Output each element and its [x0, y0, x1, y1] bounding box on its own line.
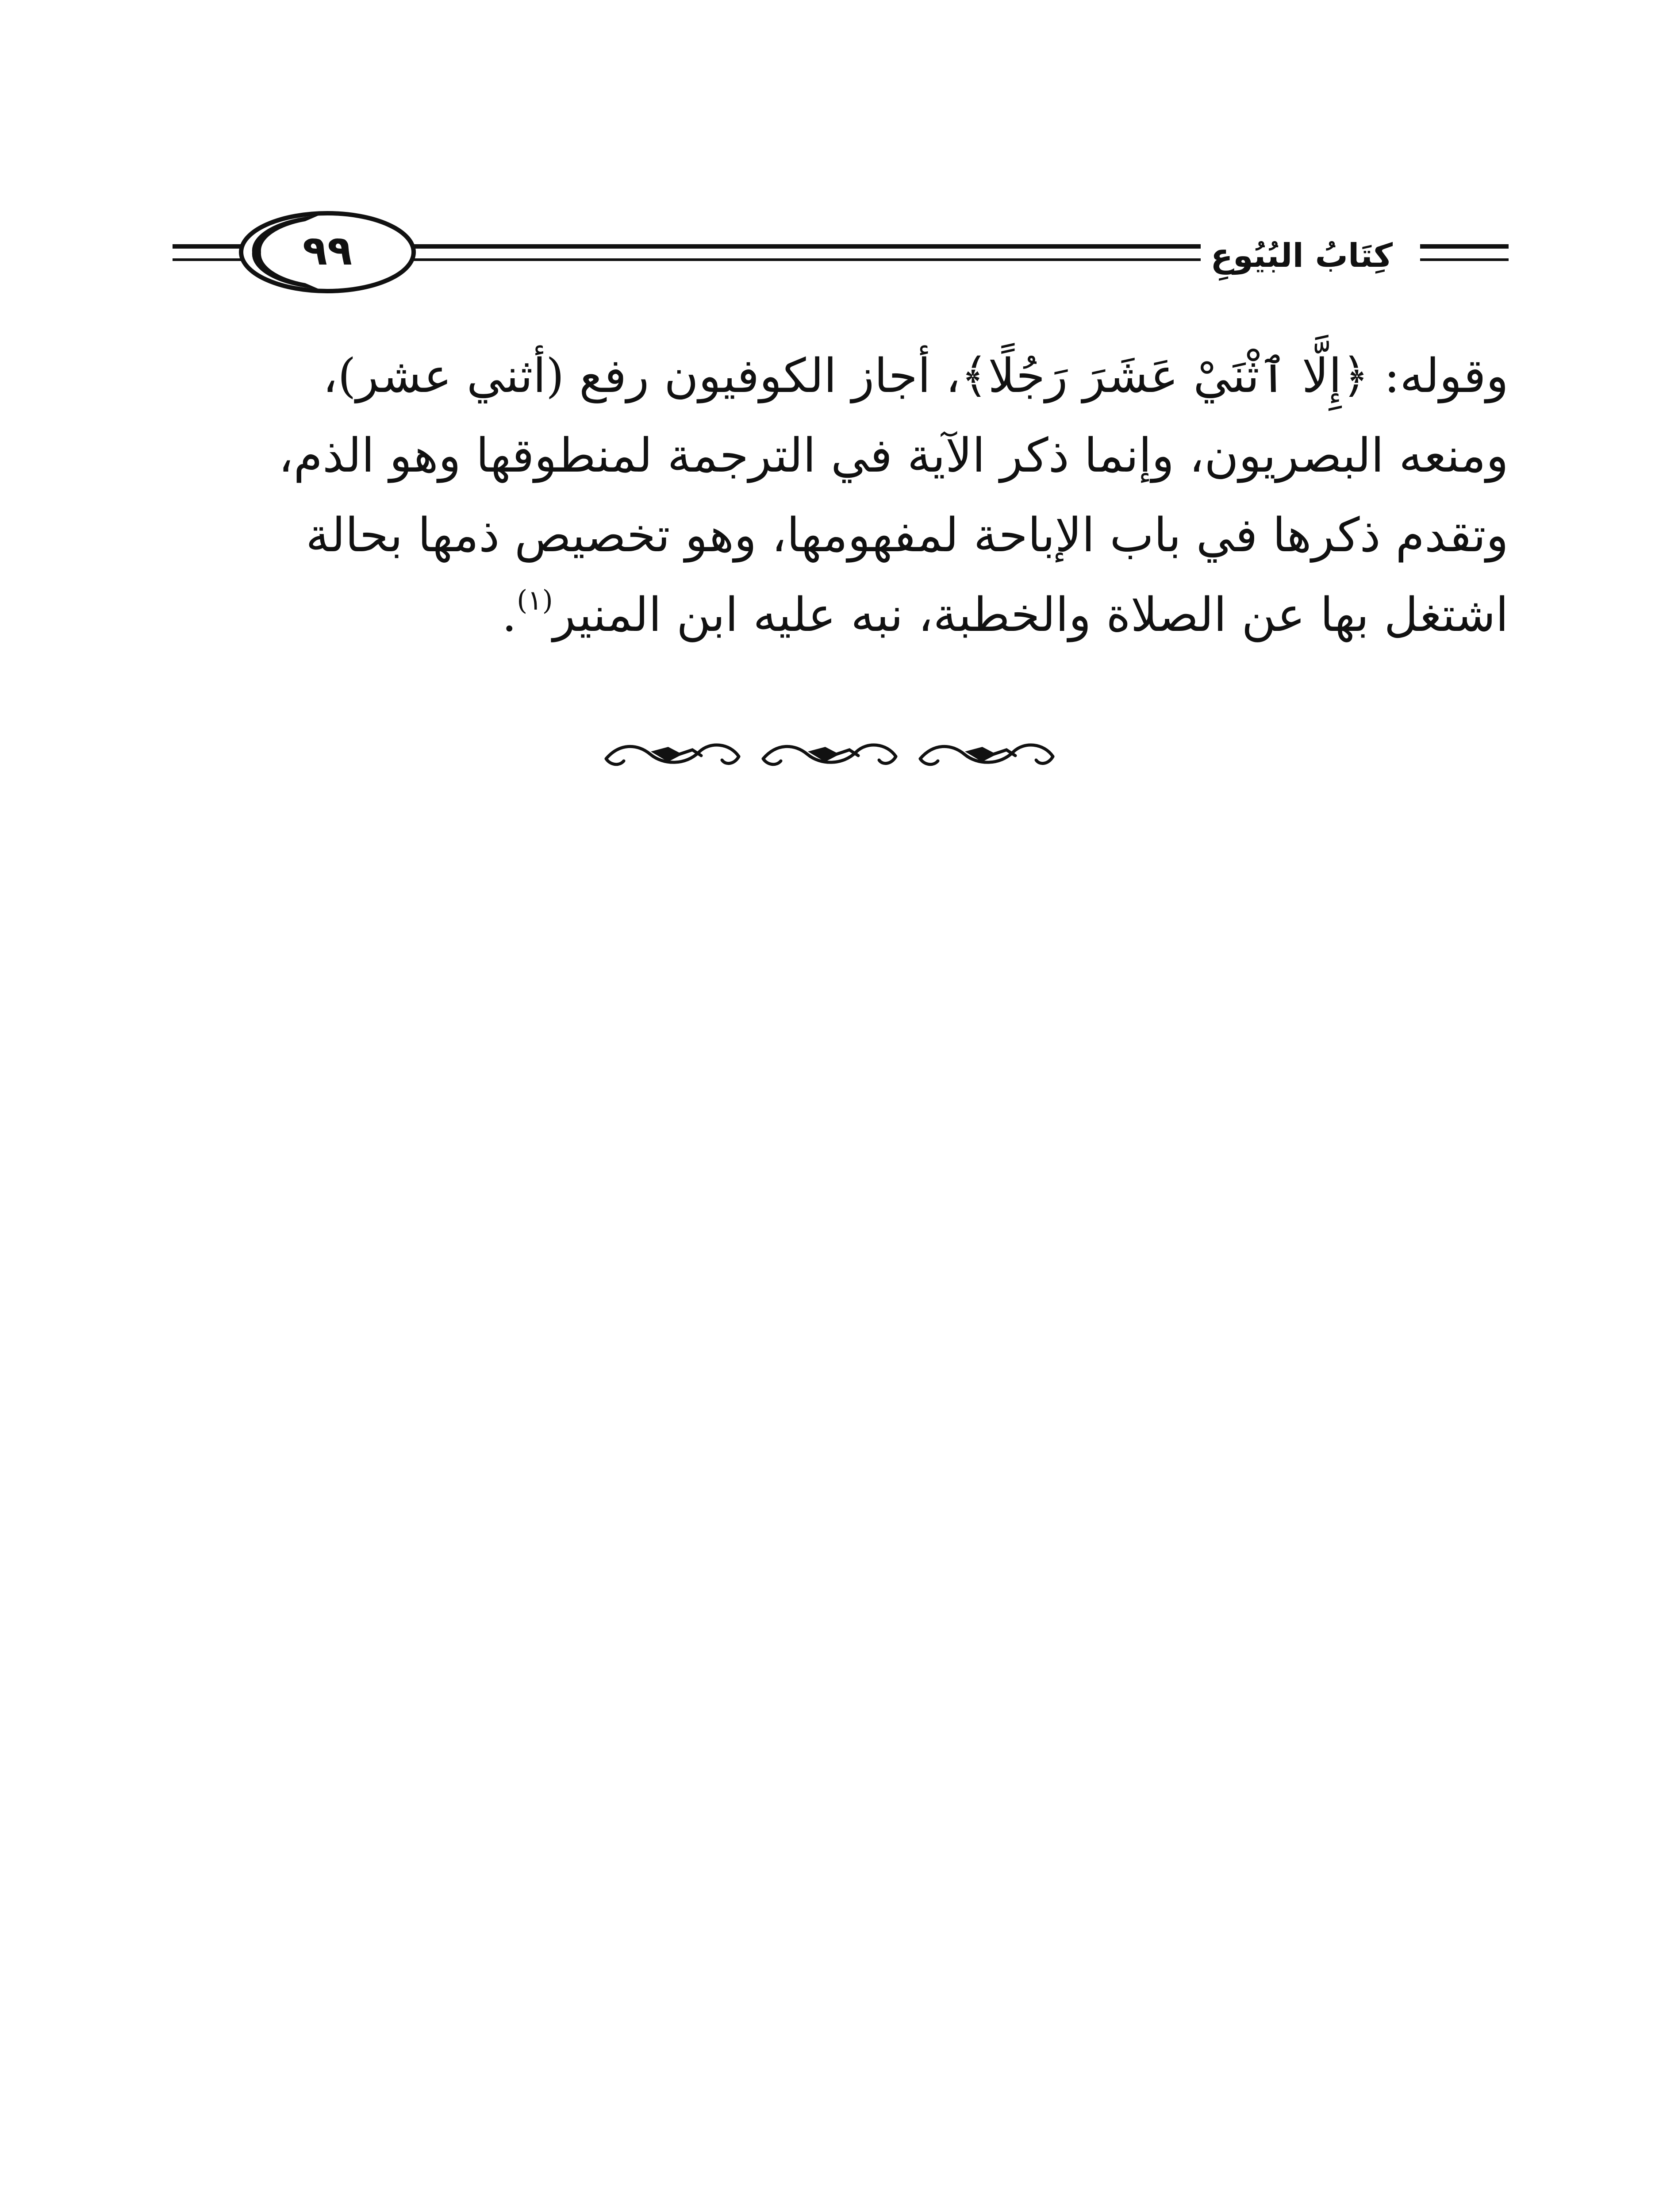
book-title: كِتَابُ البُيُوعِ — [1201, 231, 1402, 280]
running-header — [173, 206, 1509, 299]
body-line-3: وتقدم ذكرها في باب الإباحة لمفهومها، وهو تخصيص ذمها بحالة — [306, 508, 1509, 562]
ornament-icon — [593, 734, 1071, 774]
body-text — [175, 336, 1509, 655]
body-line-4 — [175, 575, 1509, 655]
footnote-reference: (١) — [517, 584, 553, 616]
body-line-4-text: اشتغل بها عن الصلاة والخطبة، نبه عليه ابن المنير — [553, 588, 1509, 642]
body-line-4-period: . — [502, 588, 517, 642]
page-number: ٩٩ — [302, 227, 353, 274]
body-line-2: ومنعه البصريون، وإنما ذكر الآية في الترجمة لمنطوقها وهو الذم، — [278, 428, 1509, 483]
section-ornament — [593, 734, 1071, 774]
body-line-1: وقوله: ﴿إِلَّا ٱثْنَيْ عَشَرَ رَجُلًا﴾، أجاز الكوفيون رفع (أثني عشر)، — [323, 349, 1509, 403]
